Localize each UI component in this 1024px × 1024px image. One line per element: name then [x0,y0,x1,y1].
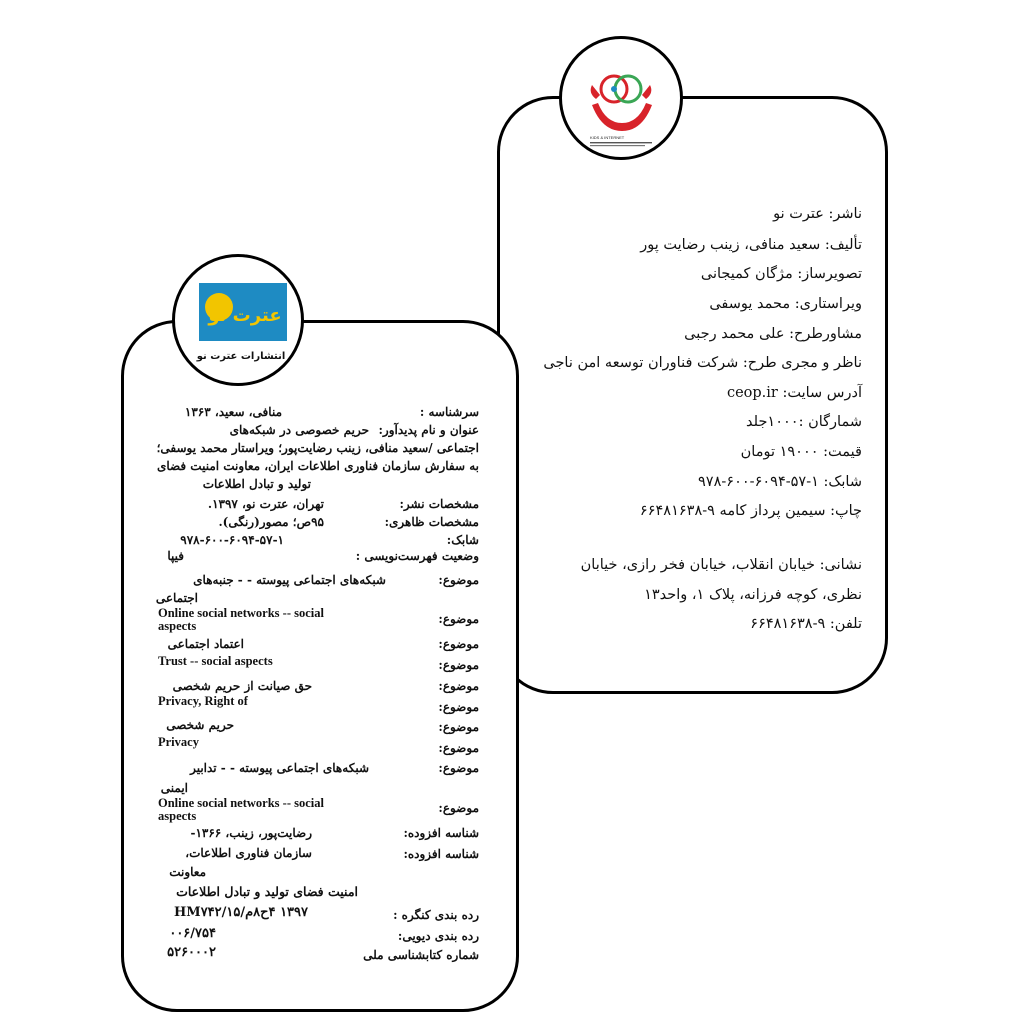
label-subject-6: موضوع: [438,700,479,714]
label-national-bib: شماره کتابشناسی ملی [363,948,479,962]
design-advisor-line: مشاورطرح: علی محمد رجبی [684,326,862,342]
label-subject-8: موضوع: [438,741,479,755]
value-added-entry-2-cont-2: امنیت فضای تولید و تبادل اطلاعات [176,884,358,899]
label-subject-10: موضوع: [438,801,479,815]
value-subject-9-cont: ایمنی [160,781,188,795]
value-cataloging-status: فیپا [167,549,184,563]
value-dewey: ۰۰۶/۷۵۴ [169,926,216,941]
address-line-1: نشانی: خیابان انقلاب، خیابان فخر رازی، خیابان [580,557,862,573]
label-added-entry-2: شناسه افزوده: [403,847,479,861]
subject-en-3: Privacy, Right of [158,694,248,708]
value-added-entry-1: رضایت‌پور، زینب، ۱۳۶۶- [190,826,312,840]
subject-en-5: Online social networks -- social aspects [158,796,324,823]
label-subject-2: موضوع: [438,612,479,626]
label-dewey: رده بندی دیویی: [397,929,479,943]
right-hand-icon [642,85,651,99]
value-added-entry-2-cont-1: معاونت [169,865,206,879]
kids-internet-logo [562,39,680,157]
value-title-cont-3: تولید و تبادل اطلاعات [202,477,311,491]
editor-line: ویراستاری: محمد یوسفی [709,296,862,312]
label-lc-class: رده بندی کنگره : [393,908,479,922]
label-subject-9: موضوع: [438,761,479,775]
subject-en-4: Privacy [158,735,199,749]
supervisor-line: ناظر و مجری طرح: شرکت فناوران توسعه امن ناجی [543,355,862,371]
label-subject-4: موضوع: [438,658,479,672]
publisher-line: ناشر: عترت نو [773,206,862,222]
label-subject-5: موضوع: [438,679,479,693]
logo-caption-rule [590,142,652,143]
value-subject-1-cont: اجتماعی [155,591,198,605]
value-title-cont-1: اجتماعی /سعید منافی، زینب رضایت‌پور؛ ویراستار محمد یوسفی؛ [156,441,479,455]
left-hand-icon [591,85,600,99]
label-publication: مشخصات نشر: [399,497,479,511]
label-subject-3: موضوع: [438,637,479,651]
label-subject-7: موضوع: [438,720,479,734]
label-physical: مشخصات ظاهری: [384,515,479,529]
label-isbn: شابک: [446,533,479,547]
label-subject-1: موضوع: [438,573,479,587]
logo-caption-rule-2 [590,145,645,146]
value-title: حریم خصوصی در شبکه‌های [229,423,369,437]
value-added-entry-2: سازمان فناوری اطلاعات، [185,846,312,860]
circulation-line: شمارگان :۱۰۰۰جلد [746,414,862,430]
value-isbn: ۹۷۸-۶۰۰-۶۰۹۴-۵۷-۱ [180,533,284,547]
subject-en-2: Trust -- social aspects [158,654,273,668]
logo-brand-text: عترت نو [208,305,282,326]
label-main-entry: سرشناسه : [419,405,479,419]
value-publication: تهران، عترت نو، ۱۳۹۷. [207,497,324,511]
value-national-bib: ۵۲۶۰۰۰۲ [167,945,216,960]
value-subject-7: حریم شخصی [166,718,234,732]
value-subject-3: اعتماد اجتماعی [167,637,244,651]
etrat-logo-badge [172,254,304,386]
address-line-2: نظری، کوچه فرزانه، پلاک ۱، واحد۱۳ [644,587,862,603]
website-line: آدرس سایت: ceop.ir [726,385,862,401]
value-lc-class: ۱۳۹۷ ۴ح۸م/۱۵/HM۷۴۲ [174,905,308,920]
dot-icon [611,86,617,92]
value-title-cont-2: به سفارش سازمان فناوری اطلاعات ایران، معاونت امنیت فضای [156,459,479,473]
logo-caption: انتشارات عترت نو [196,351,286,362]
isbn-line: شابک: ۱-۵۷-۶۰۹۴-۶۰۰-۹۷۸ [698,474,862,490]
label-cataloging-status: وضعیت فهرست‌نویسی : [355,549,479,563]
etrat-logo [175,257,301,383]
kids-internet-logo-badge [559,36,683,160]
value-physical: ۹۵ص؛ مصور(رنگی). [218,515,324,529]
phone-line: تلفن: ۹-۶۶۴۸۱۶۳۸ [750,616,862,632]
label-added-entry-1: شناسه افزوده: [403,826,479,840]
value-subject-1: شبکه‌های اجتماعی پیوسته - - جنبه‌های [193,573,386,587]
price-line: قیمت: ۱۹۰۰۰ تومان [740,444,862,460]
printer-line: چاپ: سیمین پرداز کامه ۹-۶۶۴۸۱۶۳۸ [639,503,862,519]
value-subject-5: حق صیانت از حریم شخصی [172,679,312,693]
value-subject-9: شبکه‌های اجتماعی پیوسته - - تدابیر [190,761,369,775]
hands-icon [592,103,652,131]
value-main-entry: منافی، سعید، ۱۳۶۳ [184,405,282,419]
subject-en-1: Online social networks -- social aspects [158,606,324,633]
label-title: عنوان و نام پدیدآور: [378,423,479,437]
logo-caption: KIDS & INTERNET [590,135,625,140]
illustrator-line: تصویرساز: مژگان کمیجانی [700,266,862,282]
authors-line: تألیف: سعید منافی، زینب رضایت پور [640,237,862,253]
